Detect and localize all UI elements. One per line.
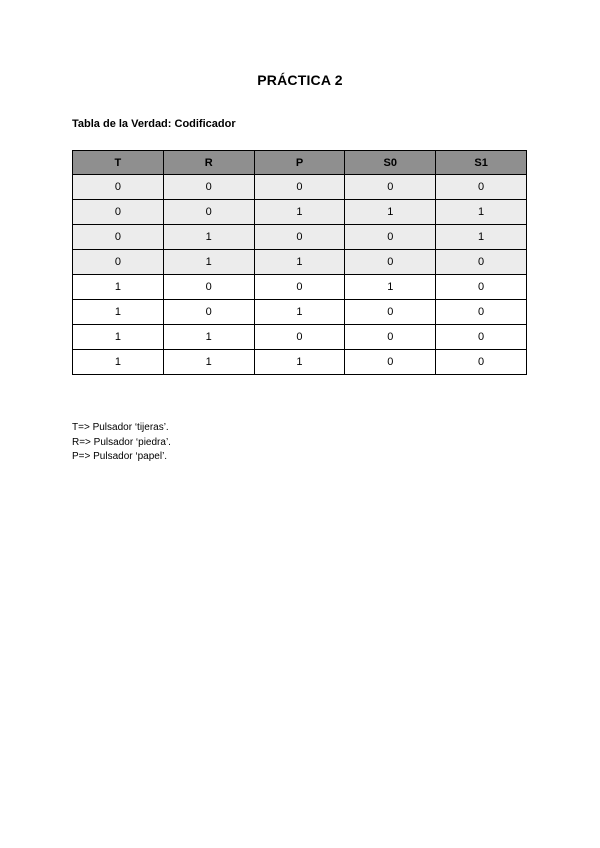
note-line-t: T=> Pulsador ‘tijeras’. [72,422,169,433]
table-cell: 0 [345,175,436,200]
table-cell: 1 [254,250,345,275]
table-cell: 1 [73,300,164,325]
table-cell: 0 [163,175,254,200]
table-cell: 1 [254,200,345,225]
table-cell: 0 [436,300,527,325]
table-row [73,275,527,300]
table-cell: 0 [73,250,164,275]
table-cell: 0 [436,325,527,350]
truth-table-header [73,151,527,175]
table-row [73,200,527,225]
table-cell: 0 [254,325,345,350]
table-cell: 0 [345,325,436,350]
table-row [73,300,527,325]
table-row [73,250,527,275]
note-line-p: P=> Pulsador ‘papel’. [72,451,168,462]
header-row [73,151,527,175]
table-cell: 0 [73,225,164,250]
table-cell: 1 [73,275,164,300]
table-cell: 0 [254,175,345,200]
table-cell: 0 [254,275,345,300]
table-cell: 1 [73,350,164,375]
page-title: PRÁCTICA 2 [257,72,343,88]
table-cell: 0 [163,200,254,225]
table-row [73,350,527,375]
header-cell-s0: S0 [345,151,436,175]
table-row [73,325,527,350]
table-cell: 0 [254,225,345,250]
table-cell: 1 [73,325,164,350]
table-cell: 1 [436,200,527,225]
table-cell: 1 [163,350,254,375]
table-cell: 0 [73,200,164,225]
table-cell: 0 [345,300,436,325]
table-cell: 0 [436,175,527,200]
table-cell: 1 [163,225,254,250]
table-cell: 0 [436,250,527,275]
table-cell: 0 [436,350,527,375]
table-cell: 0 [345,225,436,250]
table-row [73,225,527,250]
header-cell-p: P [254,151,345,175]
table-cell: 1 [345,275,436,300]
note-line-r: R=> Pulsador ‘piedra’. [72,436,171,448]
table-cell: 0 [163,300,254,325]
header-cell-r: R [163,151,254,175]
table-caption: Tabla de la Verdad: Codificador [72,118,236,130]
table-cell: 0 [345,250,436,275]
table-cell: 1 [254,300,345,325]
table-cell: 1 [345,200,436,225]
table-row [73,175,527,200]
table-cell: 0 [345,350,436,375]
header-cell-s1: S1 [436,151,527,175]
table-cell: 1 [163,250,254,275]
table-cell: 1 [436,225,527,250]
table-cell: 0 [73,175,164,200]
table-cell: 0 [163,275,254,300]
truth-table [72,150,527,375]
table-cell: 0 [436,275,527,300]
legend-notes [72,421,171,465]
header-cell-t: T [73,151,164,175]
truth-table-body [73,175,527,375]
table-cell: 1 [163,325,254,350]
table-cell: 1 [254,350,345,375]
